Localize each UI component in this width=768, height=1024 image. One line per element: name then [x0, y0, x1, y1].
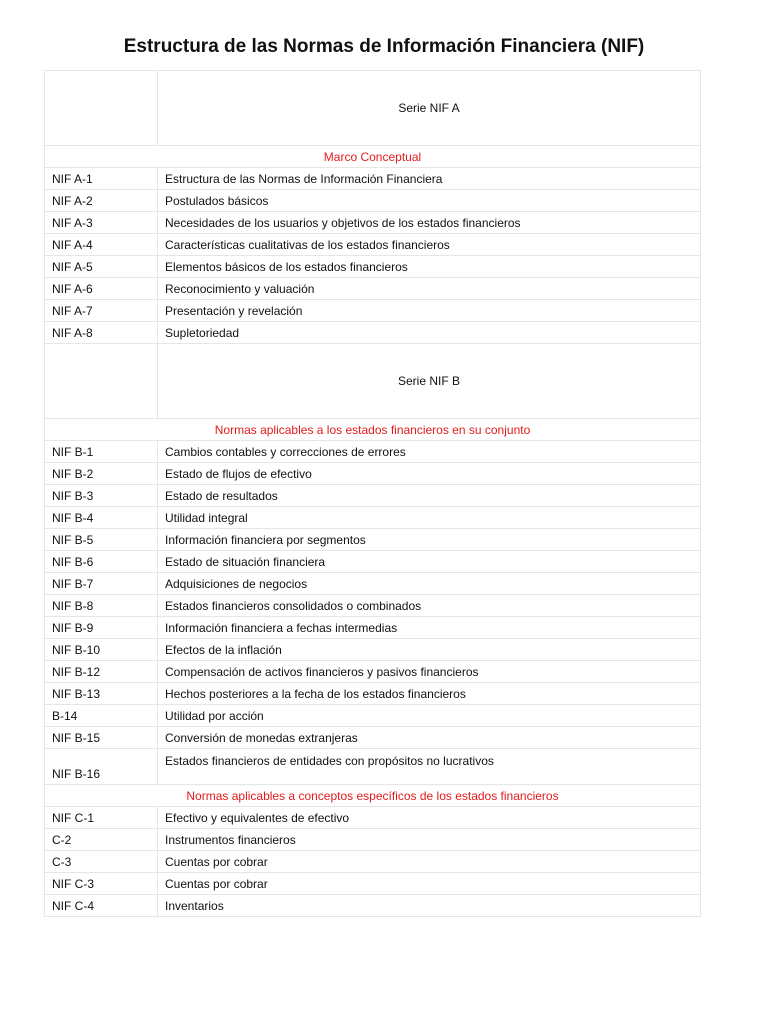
serie-header-row [45, 344, 701, 419]
serie-title: Serie NIF B [158, 344, 701, 419]
nif-code: NIF B-10 [45, 639, 158, 661]
nif-description: Presentación y revelación [158, 300, 701, 322]
table-row [45, 551, 701, 573]
nif-description: Efectivo y equivalentes de efectivo [158, 807, 701, 829]
nif-description: Hechos posteriores a la fecha de los estados financieros [158, 683, 701, 705]
nif-code: NIF C-4 [45, 895, 158, 917]
nif-code: NIF A-4 [45, 234, 158, 256]
nif-table-body [45, 71, 701, 917]
table-row [45, 256, 701, 278]
nif-description: Estado de situación financiera [158, 551, 701, 573]
nif-code: NIF C-1 [45, 807, 158, 829]
nif-description: Estructura de las Normas de Información Financiera [158, 168, 701, 190]
table-row [45, 639, 701, 661]
table-row [45, 212, 701, 234]
table-row [45, 573, 701, 595]
table-row [45, 895, 701, 917]
nif-description: Información financiera por segmentos [158, 529, 701, 551]
nif-code: NIF B-5 [45, 529, 158, 551]
document-title: Estructura de las Normas de Información Financiera (NIF) [123, 36, 645, 57]
nif-code: NIF C-3 [45, 873, 158, 895]
table-row [45, 234, 701, 256]
nif-code: NIF B-3 [45, 485, 158, 507]
table-row [45, 507, 701, 529]
nif-description: Compensación de activos financieros y pasivos financieros [158, 661, 701, 683]
nif-code: NIF A-7 [45, 300, 158, 322]
nif-code: C-2 [45, 829, 158, 851]
nif-description: Utilidad por acción [158, 705, 701, 727]
table-row [45, 485, 701, 507]
nif-description: Adquisiciones de negocios [158, 573, 701, 595]
table-row [45, 441, 701, 463]
nif-description: Cuentas por cobrar [158, 873, 701, 895]
nif-description: Necesidades de los usuarios y objetivos de los estados financieros [158, 212, 701, 234]
nif-description: Cuentas por cobrar [158, 851, 701, 873]
nif-code: NIF B-2 [45, 463, 158, 485]
nif-code: NIF B-6 [45, 551, 158, 573]
nif-description: Conversión de monedas extranjeras [158, 727, 701, 749]
table-row [45, 278, 701, 300]
nif-description: Estados financieros de entidades con propósitos no lucrativos [158, 749, 701, 785]
nif-code: NIF B-7 [45, 573, 158, 595]
nif-description: Reconocimiento y valuación [158, 278, 701, 300]
nif-description: Información financiera a fechas intermedias [158, 617, 701, 639]
table-row [45, 595, 701, 617]
section-title: Normas aplicables a conceptos específicos de los estados financieros [45, 785, 701, 807]
nif-code: NIF B-13 [45, 683, 158, 705]
table-row [45, 807, 701, 829]
serie-code-cell [45, 71, 158, 146]
nif-code: NIF B-9 [45, 617, 158, 639]
serie-code-cell [45, 344, 158, 419]
nif-code: NIF A-3 [45, 212, 158, 234]
nif-description: Efectos de la inflación [158, 639, 701, 661]
table-row [45, 190, 701, 212]
nif-table [44, 70, 701, 917]
nif-description: Supletoriedad [158, 322, 701, 344]
table-row [45, 727, 701, 749]
nif-code: NIF A-2 [45, 190, 158, 212]
section-title: Normas aplicables a los estados financieros en su conjunto [45, 419, 701, 441]
nif-code: NIF A-8 [45, 322, 158, 344]
table-row [45, 168, 701, 190]
section-title: Marco Conceptual [45, 146, 701, 168]
table-row [45, 683, 701, 705]
nif-description: Estado de flujos de efectivo [158, 463, 701, 485]
section-header-row [45, 146, 701, 168]
nif-description: Características cualitativas de los estados financieros [158, 234, 701, 256]
table-row [45, 705, 701, 727]
nif-description: Instrumentos financieros [158, 829, 701, 851]
nif-code: C-3 [45, 851, 158, 873]
nif-code: NIF B-15 [45, 727, 158, 749]
nif-code: NIF B-16 [45, 749, 158, 785]
table-row [45, 829, 701, 851]
nif-code: B-14 [45, 705, 158, 727]
section-header-row [45, 419, 701, 441]
nif-code: NIF B-4 [45, 507, 158, 529]
table-row [45, 322, 701, 344]
table-row [45, 661, 701, 683]
nif-description: Estados financieros consolidados o combinados [158, 595, 701, 617]
table-row [45, 873, 701, 895]
nif-code: NIF B-8 [45, 595, 158, 617]
table-row [45, 617, 701, 639]
serie-title: Serie NIF A [158, 71, 701, 146]
nif-description: Inventarios [158, 895, 701, 917]
nif-code: NIF B-1 [45, 441, 158, 463]
serie-header-row [45, 71, 701, 146]
section-header-row [45, 785, 701, 807]
table-row [45, 300, 701, 322]
nif-code: NIF A-5 [45, 256, 158, 278]
table-row [45, 851, 701, 873]
nif-description: Elementos básicos de los estados financieros [158, 256, 701, 278]
nif-code: NIF A-6 [45, 278, 158, 300]
table-row [45, 529, 701, 551]
nif-description: Estado de resultados [158, 485, 701, 507]
nif-description: Cambios contables y correcciones de errores [158, 441, 701, 463]
table-row [45, 463, 701, 485]
nif-description: Utilidad integral [158, 507, 701, 529]
nif-description: Postulados básicos [158, 190, 701, 212]
nif-code: NIF B-12 [45, 661, 158, 683]
nif-code: NIF A-1 [45, 168, 158, 190]
table-row [45, 749, 701, 785]
